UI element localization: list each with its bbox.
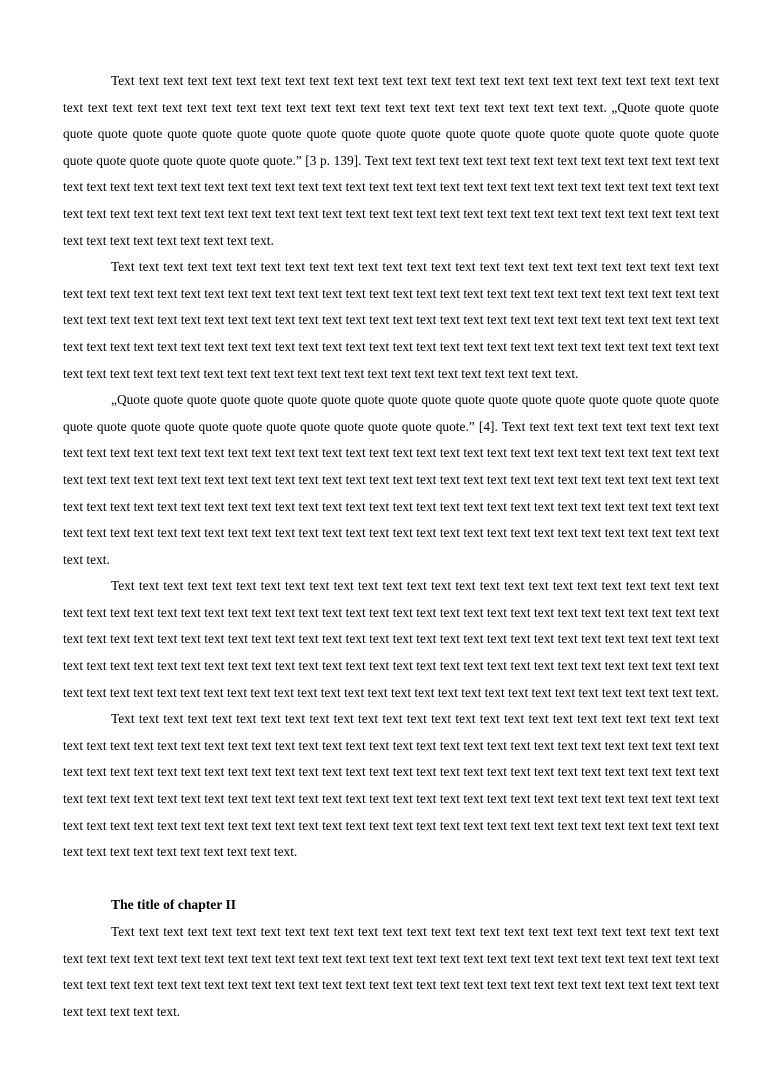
body-paragraph-1: Text text text text text text text text text text text text text text text text text text text text text text text text text text text text text text text text text text text text text text text text text text text text text text text. „Quote quote quote quote quote quote quote quote quote quote quote quote quote quote quote quote quote quote quote quote quote quote quote quote quote quote quote quote quote.” [3 p. 139]. Text text text text text text text text text text text text text text text text text text text text text text text text text text text text text text text text text text text text text text text text text text text text text text text text text text text text text text text text text text text text text text text text text text text text text text text text text text text text text text text text. [63, 73, 719, 248]
body-paragraph-2: Text text text text text text text text text text text text text text text text text text text text text text text text text text text text text text text text text text text text text text text text text text text text text text text text text text text text text text text text text text text text text text text text text text text text text text text text text text text text text text text text text text text text text text text text text text text text text text text text text text text text text text text text text text text text text text text text text text text text text text text text text text text text text text text text text text text. [63, 259, 719, 381]
body-paragraph-3: „Quote quote quote quote quote quote quote quote quote quote quote quote quote quote quote quote quote quote quote quote quote quote quote quote quote quote quote quote quote quote.” [4]. Text text text text text text text text text text text text text text text text text text text text text text text text text text text text text text text text text text text text text text text text text text text text text text text text text text text text text text text text text text text text text text text text text text text text text text text text text text text text text text text text text text text text text text text text text text text text text text text text text text text text text text text text text text text text text text text text text text text text text text text text text text text. [63, 392, 719, 567]
document-page [63, 68, 719, 1025]
body-paragraph-4: Text text text text text text text text text text text text text text text text text text text text text text text text text text text text text text text text text text text text text text text text text text text text text text text text text text text text text text text text text text text text text text text text text text text text text text text text text text text text text text text text text text text text text text text text text text text text text text text text text text text text text text text text text text text text text text text text text text text text text text text text text text text text text text text text text text text text text text text text text. [63, 578, 719, 700]
chapter-title: The title of chapter II [111, 897, 237, 913]
chapter-paragraph-1: Text text text text text text text text text text text text text text text text text text text text text text text text text text text text text text text text text text text text text text text text text text text text text text text text text text text text text text text text text text text text text text text text text text text text text text text text text text text text text text text text text text text text text text. [63, 924, 719, 1019]
body-paragraph-5: Text text text text text text text text text text text text text text text text text text text text text text text text text text text text text text text text text text text text text text text text text text text text text text text text text text text text text text text text text text text text text text text text text text text text text text text text text text text text text text text text text text text text text text text text text text text text text text text text text text text text text text text text text text text text text text text text text text text text text text text text text text text text text text text text text text text text text text text text text text text text text text text text text text text. [63, 711, 719, 860]
